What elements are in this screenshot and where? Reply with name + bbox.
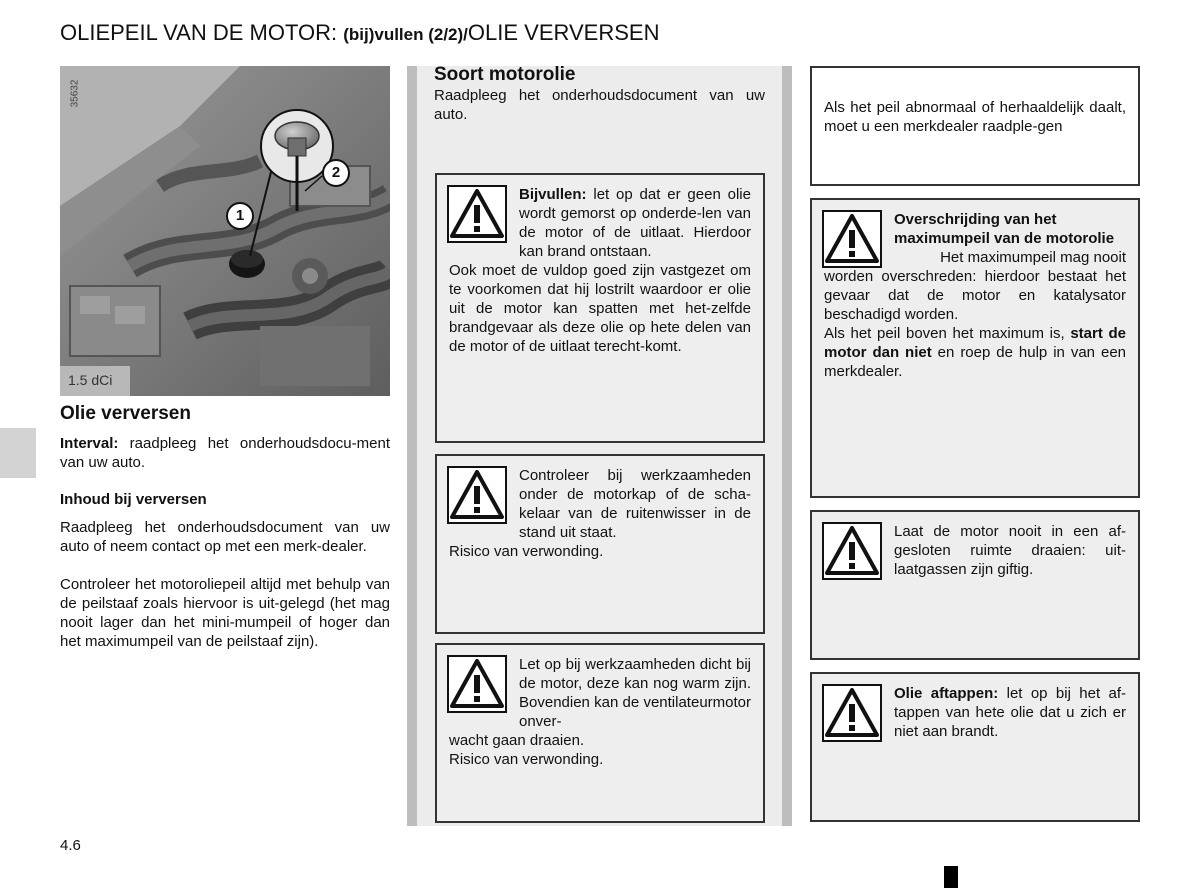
exhaust-text: Laat de motor nooit in een af-gesloten ruimte draaien: uit-laatgassen zijn giftig. (894, 523, 1126, 578)
callout-1: 1 (235, 207, 245, 224)
engine-photo (60, 66, 390, 396)
warning-box-hot-engine (435, 643, 765, 823)
level-drop-text: Als het peil abnormaal of herhaaldelijk daalt, moet u een merkdealer raadple-gen (824, 99, 1126, 135)
capacity-paragraph: Raadpleeg het onderhoudsdocument van uw auto of neem contact op met een merk-dealer. (60, 519, 390, 555)
drain-text: let op bij het af-tappen van hete olie dat u zich er niet aan brandt. (894, 685, 1127, 740)
page-title (60, 20, 659, 46)
subheading-capacity: Inhoud bij verversen (60, 491, 207, 508)
section-heading-oil-type: Soort motorolie (434, 64, 576, 85)
warning-box-wiper (435, 454, 765, 634)
max-level-advice-b: en roep de hulp in van een merkdealer. (824, 344, 1127, 380)
interval-paragraph (60, 434, 390, 472)
info-box-level-drop (810, 66, 1140, 186)
max-level-advice-a: Als het peil boven het maximum is, (824, 325, 1071, 342)
oil-type-paragraph: Raadpleeg het onderhoudsdocument van uw auto. (434, 87, 765, 123)
warning-box-max-level (810, 198, 1140, 498)
max-level-text-indented: Het maximumpeil mag nooit (940, 249, 1126, 266)
section-thumb-tab (0, 428, 36, 478)
interval-label: Interval: (60, 435, 119, 452)
max-level-advice (824, 324, 1126, 381)
column-divider-right (782, 66, 792, 826)
warning-box-refill (435, 173, 765, 443)
dipstick-paragraph: Controleer het motoroliepeil altijd met behulp van de peilstaaf zoals hiervoor is uit-gelegd (het mag nooit lager dan het mini-mumpeil of hoger dan het maximumpeil van de peilstaaf zijn). (60, 576, 390, 650)
warning-box-exhaust (810, 510, 1140, 660)
hot-engine-fan-text: wacht gaan draaien. (449, 732, 585, 749)
interval-text: raadpleeg het onderhoudsdocu-ment van uw auto. (60, 435, 390, 471)
photo-reference-code: 35632 (69, 79, 81, 108)
title-end: OLIE VERVERSEN (467, 20, 660, 45)
callout-2: 2 (331, 164, 341, 181)
title-main: OLIEPEIL VAN DE MOTOR: (60, 20, 344, 45)
refill-cap-text: Ook moet de vuldop goed zijn vastgezet om te voorkomen dat hij lostrilt waardoor er olie uit de motor kan spatten met het-zelfde brandgevaar als deze olie op hete delen van de motor of de uitlaat terecht-komt. (449, 262, 751, 355)
page-number: 4.6 (60, 837, 81, 854)
engine-label: 1.5 dCi (68, 372, 113, 388)
hot-engine-text: Let op bij werkzaamheden dicht bij de motor, deze kan nog warm zijn. Bovendien kan de ventilateurmotor onver- (519, 656, 751, 730)
hot-engine-risk-text: Risico van verwonding. (449, 751, 604, 768)
wiper-risk-text: Risico van verwonding. (449, 543, 604, 560)
title-sub: (bij)vullen (2/2)/ (343, 25, 468, 44)
warning-box-drain (810, 672, 1140, 822)
wiper-text: Controleer bij werkzaamheden onder de motorkap of de scha-kelaar van de ruitenwisser in de stand uit staat. (519, 467, 751, 541)
column-divider-left (407, 66, 417, 826)
refill-bold-label: Bijvullen: (519, 186, 587, 203)
drain-bold-label: Olie aftappen: (894, 685, 999, 702)
print-crop-mark (944, 866, 958, 888)
max-level-advice-bold: start de motor dan niet (824, 325, 1126, 361)
max-level-text: worden overschreden: hierdoor bestaat het gevaar dat de motor en katalysator beschadigd worden. (824, 268, 1126, 323)
max-level-title: Overschrijding van het maximumpeil van de motorolie (894, 211, 1115, 247)
section-heading-oil-change: Olie verversen (60, 403, 191, 424)
refill-text: let op dat er geen olie wordt gemorst op onderde-len van de motor of de uitlaat. Hierdoor kan brand ontstaan. (519, 186, 751, 260)
